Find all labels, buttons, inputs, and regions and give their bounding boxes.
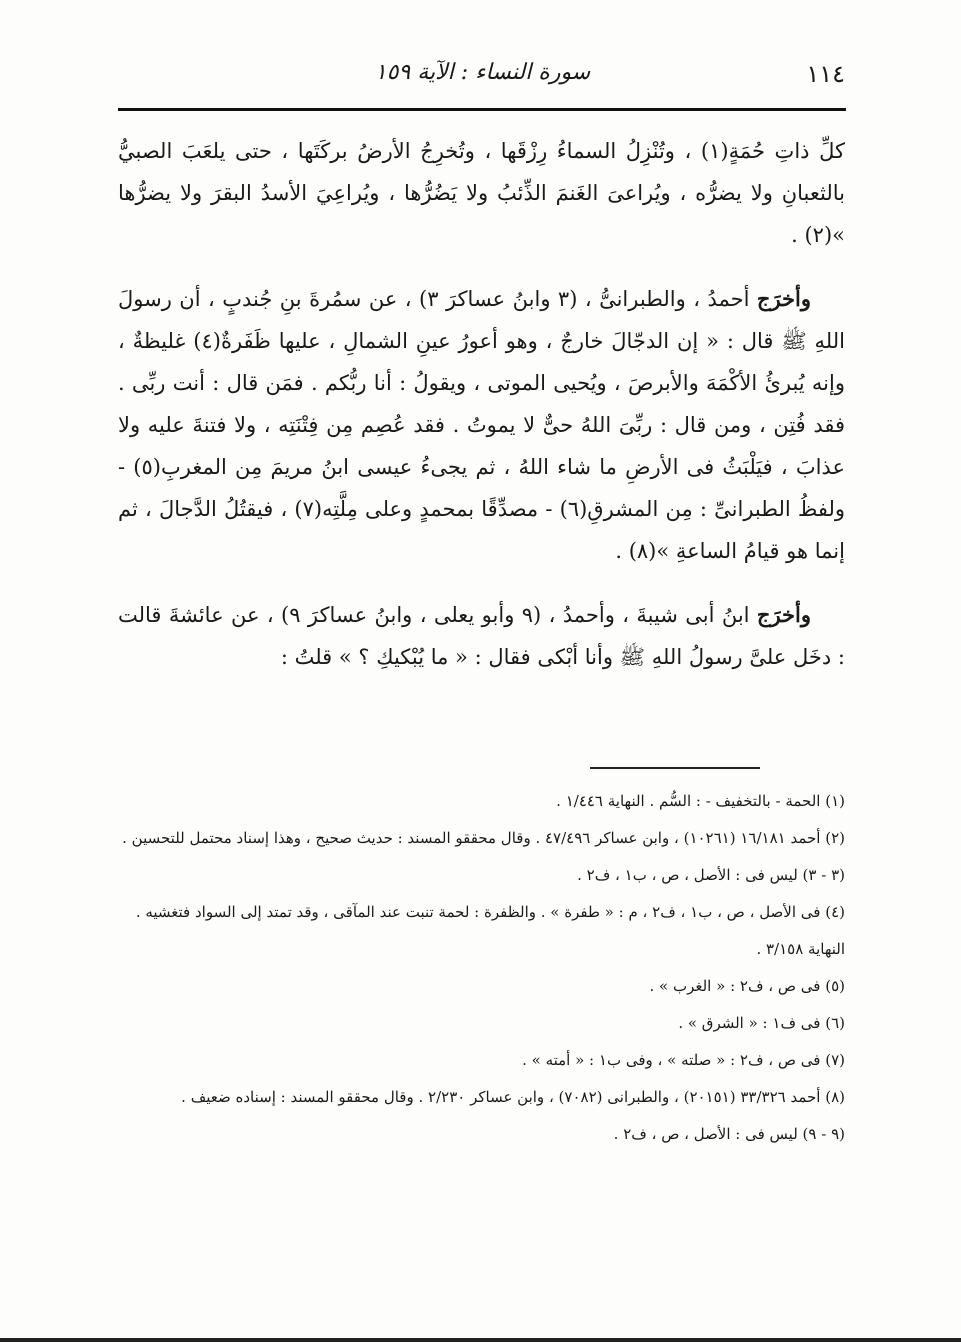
paragraph-3 <box>118 594 845 678</box>
footnote-2: (٢) أحمد ١٦/١٨١ (١٠٢٦١) ، وابن عساكر ٤٧/٤٩٦ . وقال محققو المسند : حديث صحيح ، وهذا إسناد محتمل للتحسين . <box>122 829 845 847</box>
footnote-1: (١) الحمة - بالتخفيف - : السُّم . النهاية ١/٤٤٦ . <box>556 792 845 810</box>
paragraph-1 <box>118 130 845 256</box>
page-number: ١١٤ <box>806 60 845 88</box>
paragraph-text: أحمدُ ، والطبرانىُّ ، (٣ وابنُ عساكرَ ٣) ، عن سمُرةَ بنِ جُندبٍ ، أن رسولَ اللهِ ﷺ قال : « إن الدجّالَ خارجٌ ، وهو أعورُ عينِ الشمالِ ، عليها ظَفَرةٌ(٤) غليظةٌ ، وإنه يُبرئُ الأكْمَهَ والأبرصَ ، ويُحيى الموتى ، ويقولُ : أنا ربُّكم . فمَن قال : أنت ربِّى . فقد فُتِن ، ومن قال : ربِّىَ اللهُ حىٌّ لا يموتُ . فقد عُصِم مِن فِتْنَتِه ، ولا فتنةَ عليه ولا عذابَ ، فيَلْبَثُ فى الأرضِ ما شاء اللهُ ، ثم يجىءُ عيسى ابنُ مريمَ مِن المغربِ(٥) - ولفظُ الطبرانىِّ : مِن المشرقِ(٦) - مصدِّقًا بمحمدٍ وعلى مِلَّتِه(٧) ، فيقتُلُ الدَّجالَ ، ثم إنما هو قيامُ الساعةِ »(٨) . <box>118 287 845 563</box>
main-text <box>118 130 845 700</box>
footnote-5: (٥) فى ص ، ف٢ : « الغرب » . <box>649 977 845 995</box>
footnote-rule <box>590 767 760 769</box>
footnote-9: (٩ - ٩) ليس فى : الأصل ، ص ، ف٢ . <box>613 1125 845 1143</box>
paragraph-lead: وأخرَج <box>756 286 811 311</box>
paragraph-text: كلِّ ذاتِ حُمَةٍ(١) ، وتُنْزِلُ السماءُ رِزْقَها ، وتُخرِجُ الأرضُ بركَتَها ، حتى يلعَبَ الصبيُّ بالثعبانِ ولا يضرُّه ، ويُراعىَ الغَنمَ الذِّئبُ ولا يَضُرُّها ، ويُراعِيَ الأسدُ البقرَ ولا يضرُّها »(٢) . <box>118 139 846 247</box>
header-rule <box>118 108 846 111</box>
paragraph-lead: وأخرَج <box>756 602 811 627</box>
running-title: سورة النساء : الآية ١٥٩ <box>374 60 591 85</box>
paragraph-text: ابنُ أبى شيبةَ ، وأحمدُ ، (٩ وأبو يعلى ، وابنُ عساكرَ ٩) ، عن عائشةَ قالت : دخَل علىَّ رسولُ اللهِ ﷺ وأنا أبْكى فقال : « ما يُبْكيكِ ؟ » قلتُ : <box>118 603 845 669</box>
footnote-3: (٣ - ٣) ليس فى : الأصل ، ص ، ب١ ، ف٢ . <box>577 866 845 884</box>
footnote-7: (٧) فى ص ، ف٢ : « صلته » ، وفى ب١ : « أمته » . <box>522 1051 845 1069</box>
page-header <box>120 58 845 98</box>
footnotes <box>118 783 845 1153</box>
paragraph-2 <box>118 278 845 572</box>
footnote-6: (٦) فى ف١ : « الشرق » . <box>678 1014 845 1032</box>
scan-edge <box>0 1338 961 1342</box>
footnote-8: (٨) أحمد ٣٣/٣٢٦ (٢٠١٥١) ، والطبرانى (٧٠٨٢) ، وابن عساكر ٢/٢٣٠ . وقال محققو المسند : إسناده ضعيف . <box>181 1088 845 1106</box>
footnote-4: (٤) فى الأصل ، ص ، ب١ ، ف٢ ، م : « طفرة » . والظفرة : لحمة تنبت عند المآقى ، وقد تمتد إلى السواد فتغشيه . النهاية ٣/١٥٨ . <box>135 903 845 958</box>
